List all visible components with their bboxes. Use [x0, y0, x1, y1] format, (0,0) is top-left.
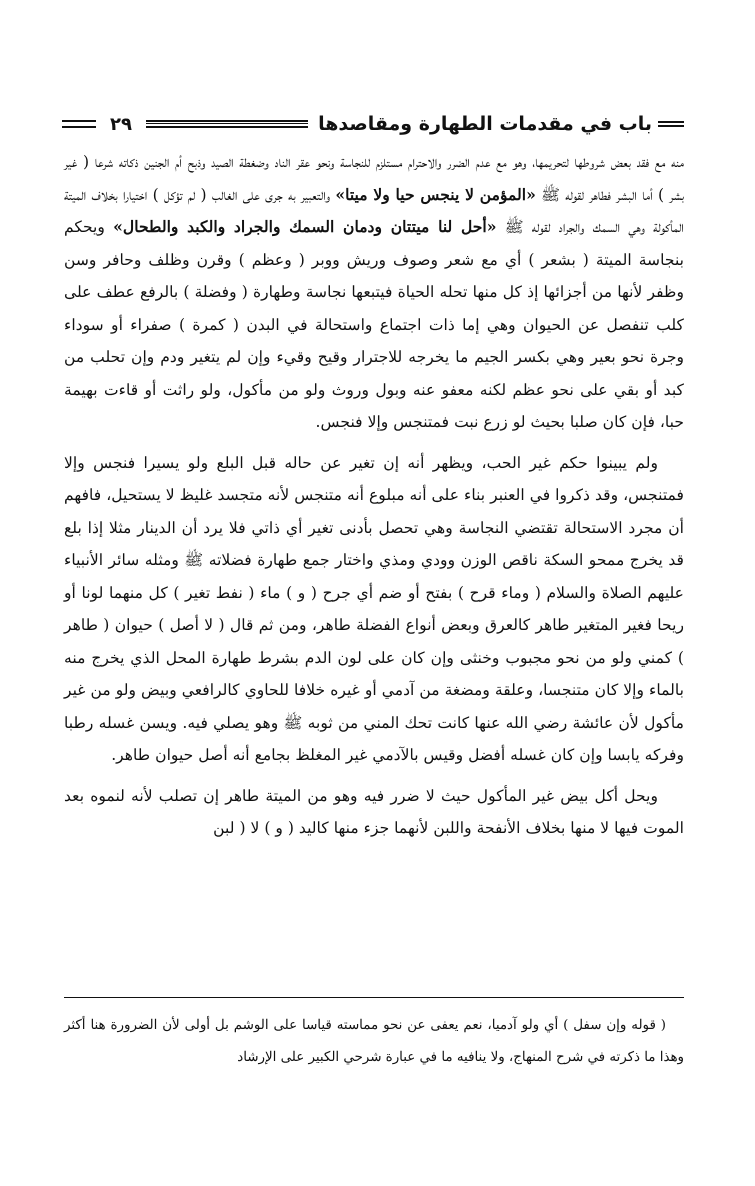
- paragraph-1-part-3: ويحكم بنجاسة الميتة ( بشعر ) أي مع شعر وصوف وريش ووبر ( وعظم ) وقرن وظلف وحافر وسن وظفر لأنها من أجزائها إذ كل منها تحله الحياة فيتبعها نجاسة وطهارة ( وفضلة ) بالرفع عطف على كلب تنفصل عن الحيوان وهي إما ذات اجتماع واستحالة في البدن ( كمرة ) صفراء أو سوداء وجرة نحو بعير وهي بكسر الجيم ما يخرجه للاجترار وقيح وقيء وإن لم يتغير ودم وإن تحلب من كبد أو بقي على نحو عظم لكنه معفو عنه وبول وروث ولو من مأكول، ولو راثت أو قاءت بهيمة حبا، فإن كان صلبا بحيث لو زرع نبت فمتنجس وإلا فنجس.: [64, 218, 684, 431]
- paragraph-3: ويحل أكل بيض غير المأكول حيث لا ضرر فيه وهو من الميتة طاهر إن تصلب لأنه لنموه بعد الموت فيها لا منها بخلاف الأنفحة واللبن لأنهما جزء منها كاليد ( و ) لا ( لبن: [64, 786, 684, 837]
- hadith-quote-2: «أحل لنا ميتتان ودمان السمك والجراد والكبد والطحال»: [113, 217, 497, 236]
- footnote: [64, 1010, 684, 1074]
- paragraph-1: [64, 146, 684, 439]
- page-number: ٢٩: [110, 113, 132, 135]
- footnote-separator: [64, 997, 684, 998]
- header-rule: [146, 120, 308, 128]
- paragraph-1-part-1: منه مع فقد بعض شروطها لتحريمها، وهو مع عدم الضرر والاحترام مستلزم للنجاسة ونحو عقر الناد وضغطة الصيد وذبح أم الجنين ذكاته شرعا ( غير بشر ) أما البشر فطاهر لقوله ﷺ: [64, 153, 685, 204]
- header-ornament-left: [62, 120, 96, 128]
- footnote-text: ( قوله وإن سفل ) أي ولو آدميا، نعم يعفى عن نحو مماسته قياسا على الوشم بل أولى لأن الضرورة هنا أكثر وهذا ما ذكرته في شرح المنهاج، ولا ينافيه ما في عبارة شرحي الكبير على الإرشاد: [64, 1018, 684, 1065]
- hadith-quote-1: «المؤمن لا ينجس حيا ولا ميتا»: [335, 184, 536, 204]
- main-text: [64, 146, 684, 845]
- header-ornament-right: [658, 121, 684, 127]
- chapter-title: باب في مقدمات الطهارة ومقاصدها: [318, 113, 652, 135]
- paragraph-2: ولم يبينوا حكم غير الحب، ويظهر أنه إن تغير عن حاله قبل البلع ولو يسيرا فنجس وإلا فمتنجس، وقد ذكروا في العنبر بناء على أنه مبلوع أنه متنجس لأنه متجسد غليظ لا يستحيل، فافهم أن مجرد الاستحالة تقتضي النجاسة وهي تحصل بأدنى تغير أي ذاتي فلا يرد أن الدينار مثلا إذا بلع قد يخرج ممحو السكة ناقص الوزن وودي ومذي واختار جمع طهارة فضلاته ﷺ ومثله سائر الأنبياء عليهم الصلاة والسلام ( وماء قرح ) بفتح أو ضم أي جرح ( و ) ماء ( نفط تغير ) كل منهما لونا أو ريحا فغير المتغير طاهر كالعرق وبعض أنواع الفضلة طاهر، ومن ثم قال ( لا أصل ) حيوان ( طاهر ) كمني ولو من نحو مجبوب وخنثى وإن كان على لون الدم بشرط طهارة المحل الذي يخرج منه بالماء وإلا كان متنجسا، وعلقة ومضغة من آدمي أو غيره خلافا للحاوي كالرافعي وبيض ولو من غير مأكول لأن عائشة رضي الله عنها كانت تحك المني من ثوبه ﷺ وهو يصلي فيه. ويسن غسله رطبا وفركه يابسا وإن كان غسله أفضل وقيس بالآدمي غير المغلظ بجامع أنه أصل حيوان طاهر.: [64, 453, 684, 764]
- paragraph-1-part-2: والتعبير به جرى على الغالب ( لم تؤكل ) اختيارا بخلاف الميتة المأكولة وهي السمك والجراد لقوله ﷺ: [64, 185, 684, 236]
- running-header: [62, 108, 684, 140]
